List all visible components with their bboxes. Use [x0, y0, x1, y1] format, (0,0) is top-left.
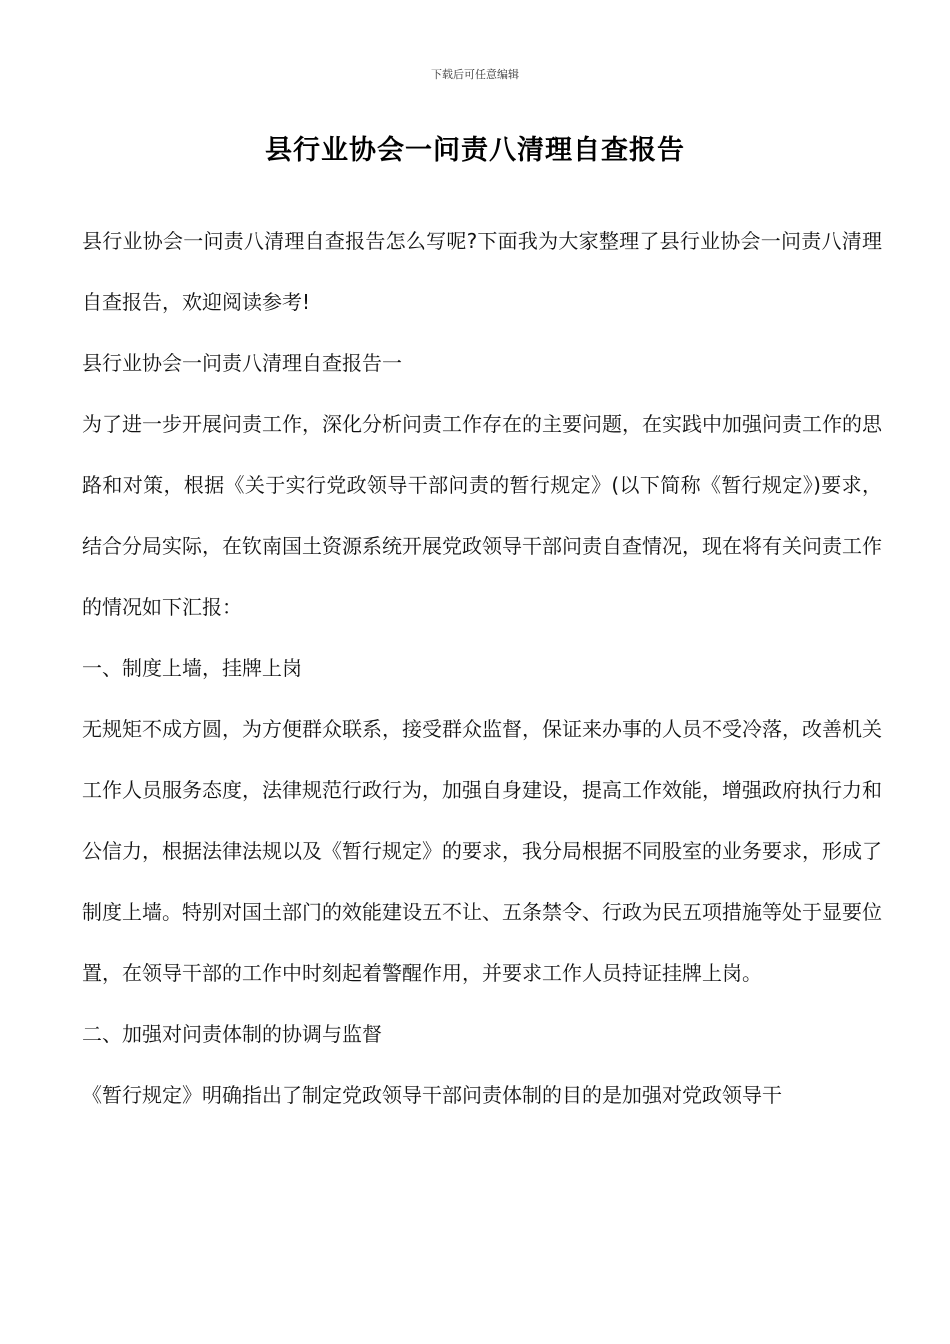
- header-note: 下载后可任意编辑: [431, 68, 519, 81]
- report-subtitle: 县行业协会一问责八清理自查报告一: [82, 351, 402, 375]
- intro-paragraph: 县行业协会一问责八清理自查报告怎么写呢?下面我为大家整理了县行业协会一问责八清理自查报告，欢迎阅读参考!: [82, 229, 882, 314]
- document-title: 县行业协会一问责八清理自查报告: [265, 135, 685, 166]
- section-heading-1: 一、制度上墙，挂牌上岗: [82, 656, 302, 680]
- section-1-paragraph: 无规矩不成方圆，为方便群众联系，接受群众监督，保证来办事的人员不受冷落，改善机关工作人员服务态度，法律规范行政行为，加强自身建设，提高工作效能，增强政府执行力和公信力，根据法律法规以及《暂行规定》的要求，我分局根据不同股室的业务要求，形成了制度上墙。特别对国土部门的效能建设五不让、五条禁令、行政为民五项措施等处于显要位置，在领导干部的工作中时刻起着警醒作用，并要求工作人员持证挂牌上岗。: [82, 717, 882, 985]
- section-2-paragraph: 《暂行规定》明确指出了制定党政领导干部问责体制的目的是加强对党政领导干: [82, 1083, 782, 1107]
- section-heading-2: 二、加强对问责体制的协调与监督: [82, 1022, 382, 1046]
- opening-paragraph: 为了进一步开展问责工作，深化分析问责工作存在的主要问题，在实践中加强问责工作的思路和对策，根据《关于实行党政领导干部问责的暂行规定》(以下简称《暂行规定》)要求，结合分局实际，在钦南国土资源系统开展党政领导干部问责自查情况，现在将有关问责工作的情况如下汇报：: [82, 412, 882, 619]
- document-body: [82, 211, 882, 1126]
